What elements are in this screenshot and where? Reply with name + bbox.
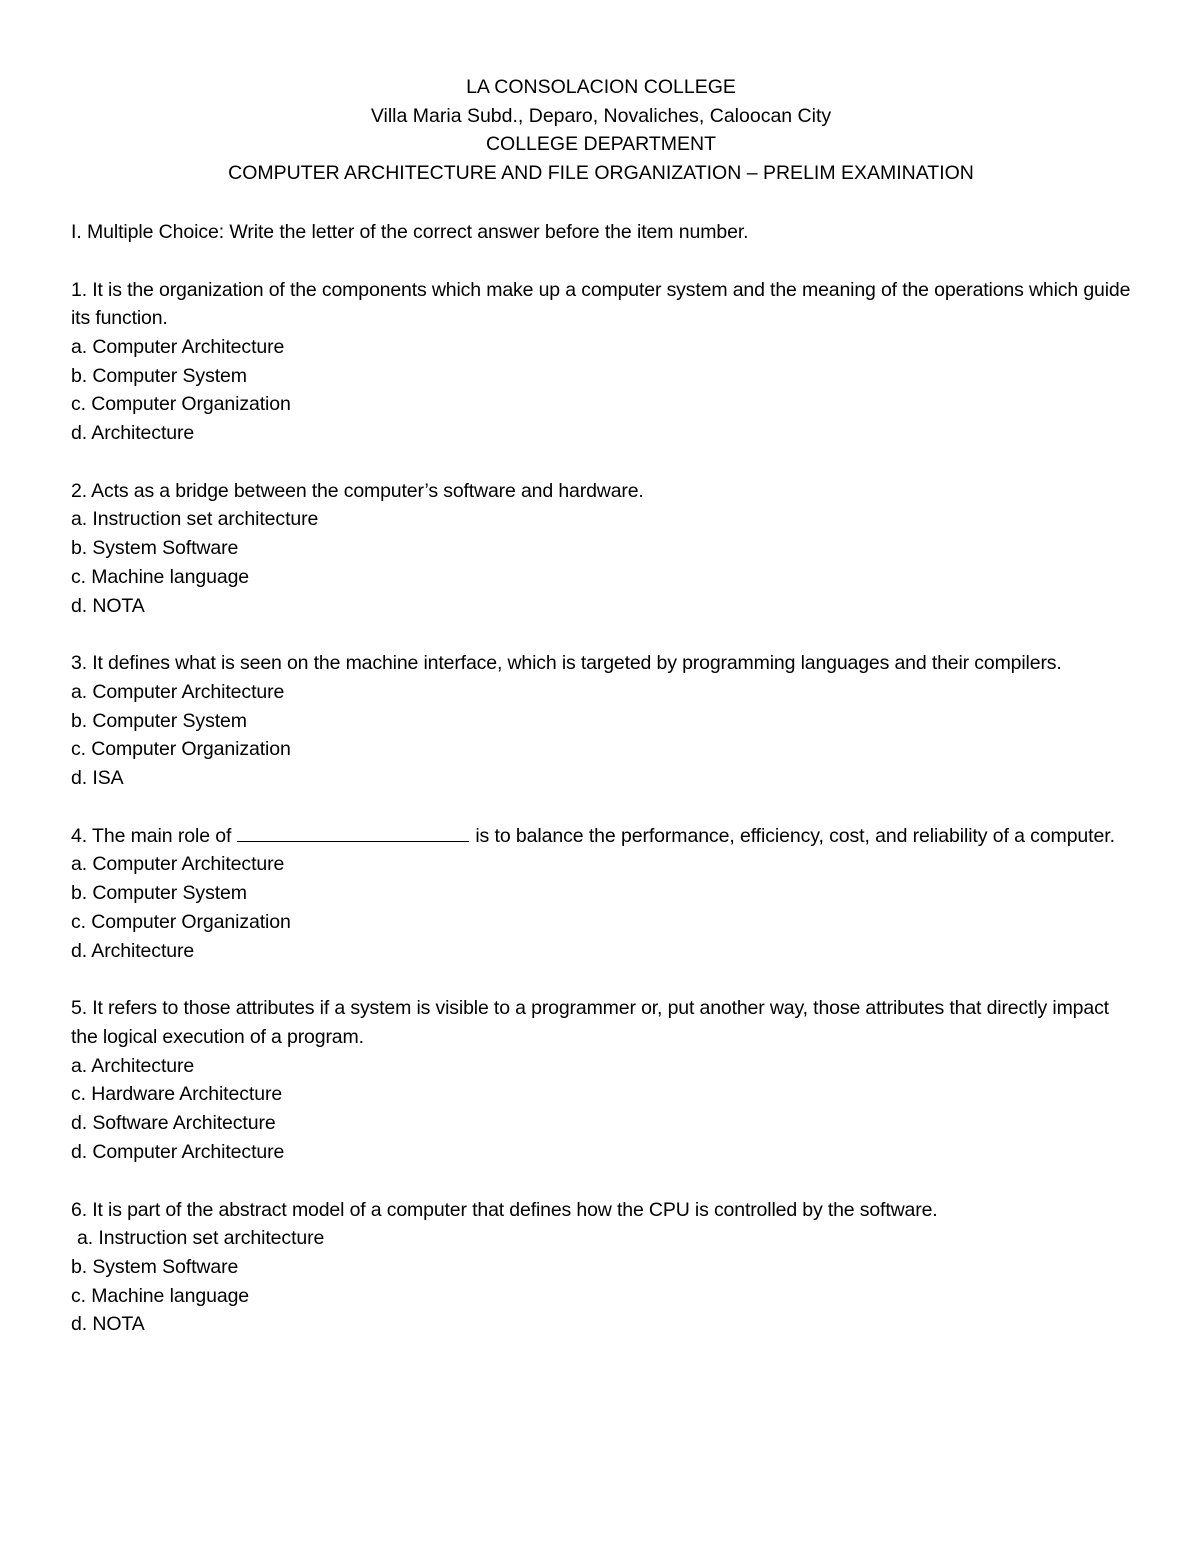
question-stem [71,822,1131,851]
question-stem: 1. It is the organization of the components which make up a computer system and the meaning of the operations which guide its function. [71,278,1131,330]
instructions: I. Multiple Choice: Write the letter of the correct answer before the item number. [71,220,749,243]
exam-page [71,73,1131,1368]
choice-c: c. Computer Organization [71,910,291,933]
choice-list [71,505,1131,620]
choice-b: b. Computer System [71,709,247,732]
choice-b: b. System Software [71,537,239,560]
question-stem: 3. It defines what is seen on the machine interface, which is targeted by programming languages and their compilers. [71,652,1062,675]
choice-list [71,850,1131,965]
choice-d: d. NOTA [71,1313,145,1336]
choice-a: a. Computer Architecture [71,335,285,358]
question-4 [71,822,1131,966]
question-stem-start: 4. The main role of [71,824,232,847]
choice-b: b. System Software [71,1255,239,1278]
choice-list [71,678,1131,793]
choice-a: a. Computer Architecture [71,680,285,703]
college-address: Villa Maria Subd., Deparo, Novaliches, Caloocan City [370,104,832,127]
college-name: LA CONSOLACION COLLEGE [466,76,736,98]
question-stem: 5. It refers to those attributes if a system is visible to a programmer or, put another way, those attributes that directly impact the logical execution of a program. [71,997,1109,1048]
choice-d: d. Software Architecture [71,1112,276,1135]
choice-b: b. Computer System [71,364,247,387]
choice-d-second: d. Computer Architecture [71,1140,285,1163]
question-6 [71,1196,1131,1340]
question-stem: 6. It is part of the abstract model of a computer that defines how the CPU is controlled by the software. [71,1198,938,1221]
choice-c: c. Computer Organization [71,738,291,761]
choice-d: d. NOTA [71,594,145,617]
question-stem-end: is to balance the performance, efficiency, cost, and reliability of a computer. [475,824,1115,847]
choice-d: d. Architecture [71,422,195,445]
exam-title: COMPUTER ARCHITECTURE AND FILE ORGANIZATION – PRELIM EXAMINATION [228,162,974,185]
choice-list [71,1224,1131,1339]
choice-c: c. Machine language [71,565,250,588]
choice-a: a. Computer Architecture [71,853,285,876]
choice-a: a. Instruction set architecture [77,1227,325,1250]
choice-list [71,333,1131,448]
department-name: COLLEGE DEPARTMENT [485,133,717,156]
exam-header [71,73,1131,188]
choice-d: d. Architecture [71,939,195,962]
choice-c: c. Machine language [71,1284,250,1307]
question-2 [71,477,1131,621]
question-1 [71,276,1131,448]
choice-c: c. Hardware Architecture [71,1083,283,1106]
choice-c: c. Computer Organization [71,393,291,416]
answer-blank [237,823,469,842]
choice-a: a. Instruction set architecture [71,508,319,531]
choice-d: d. ISA [71,767,124,790]
question-5 [71,994,1131,1166]
choice-b: b. Computer System [71,882,247,905]
question-3 [71,649,1131,793]
choice-a: a. Architecture [71,1054,195,1077]
question-stem: 2. Acts as a bridge between the computer’s software and hardware. [71,479,644,502]
choice-list [71,1052,1131,1167]
